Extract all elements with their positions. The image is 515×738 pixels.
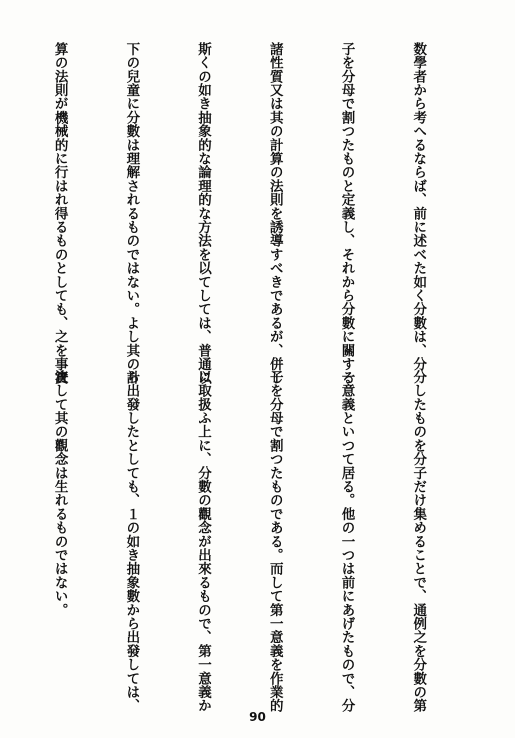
page-number: 90 — [249, 710, 266, 724]
text-line: 数學者から考へるならば、前に述べた如く分數は、分 — [410, 42, 427, 371]
text-line: 子を分母で割つたものである。而して第一意義を作業的 — [266, 370, 283, 713]
text-line: 斯くの如き抽象的な論理的な方法を以てしては、普通以 — [195, 42, 212, 385]
text-line: 算の法則が機械的に行はれ得るものとしても、之を事實 — [51, 42, 68, 385]
text-line: 分したものを分子だけ集めることで、通例之を分數の第 — [410, 370, 427, 713]
lower-text-block — [47, 370, 477, 713]
text-line: 下の兒童に分數は理解されるものではない。よし其の計 — [123, 42, 140, 385]
text-line: 諸性質又は其の計算の法則を誘導すべきであるが、併し — [266, 42, 283, 385]
upper-text-block — [47, 42, 477, 385]
text-line: 一意義といつて居る。他の一つは前にあげたもので、分 — [338, 370, 355, 713]
text-line: 子を分母で割つたものと定義し、それから分數に關する — [338, 42, 355, 385]
text-line: 決して其の觀念は生れるものではない。 — [51, 370, 68, 617]
text-line: に取扱ふ上に、分數の觀念が出來るもので、第一意義か — [195, 370, 212, 713]
text-line: ら出發したとしても、１の如き抽象數から出發しては、 — [123, 370, 140, 713]
